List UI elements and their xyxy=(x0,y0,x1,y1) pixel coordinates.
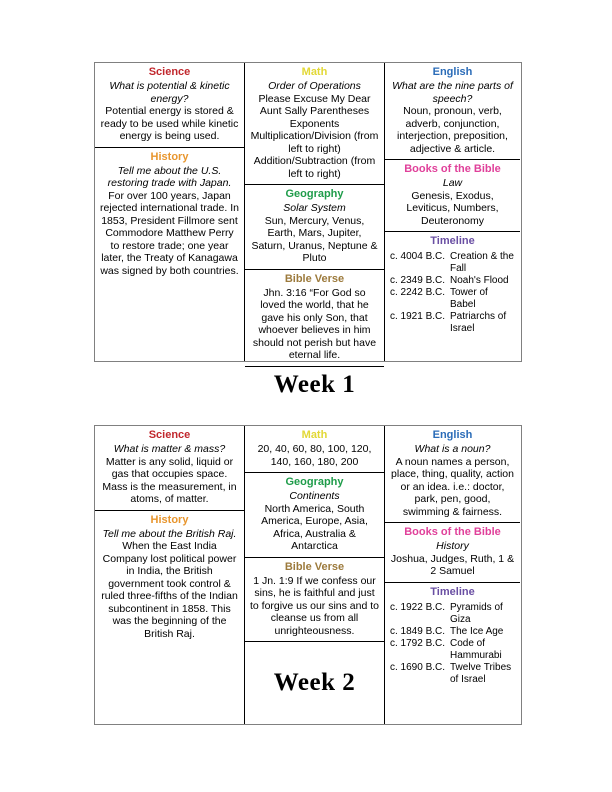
timeline-entry-date: c. 2242 B.C. xyxy=(390,287,446,298)
timeline-entry-event: The Ice Age xyxy=(450,625,504,637)
timeline-entry-event: Pyramids of Giza xyxy=(450,601,503,625)
timeline-entry xyxy=(390,602,515,626)
books-of-the-bible-subtitle: Law xyxy=(442,177,463,189)
cell-books-of-the-bible xyxy=(385,523,520,583)
column-science-history xyxy=(95,63,245,361)
week-label: Week 2 xyxy=(273,668,356,696)
timeline-entry xyxy=(390,251,515,275)
week-table xyxy=(94,425,522,725)
column-math-geography-bible xyxy=(245,426,385,724)
english-question: What is a noun? xyxy=(414,443,491,455)
geography-heading: Geography xyxy=(285,188,344,200)
timeline-entry xyxy=(390,275,515,287)
books-of-the-bible-body: Joshua, Judges, Ruth, 1 & 2 Samuel xyxy=(390,552,515,577)
science-question: What is matter & mass? xyxy=(113,443,226,455)
bible-verse-body: 1 Jn. 1:9 If we confess our sins, he is faithful and just to forgive us our sins and to cleanse us from all unrighteousness. xyxy=(250,574,379,637)
history-question: Tell me about the British Raj. xyxy=(102,527,237,540)
english-heading: English xyxy=(432,429,473,441)
column-math-geography-bible xyxy=(245,63,385,398)
cell-history xyxy=(95,511,244,725)
history-answer: When the East India Company lost political power in India, the British government took control & ruled three-fifths of the Indian subcontinent in 1858. This was the beginning of the British Raj. xyxy=(101,540,238,640)
math-body: 20, 40, 60, 80, 100, 120, 140, 160, 180, 200 xyxy=(257,443,372,468)
science-question: What is potential & kinetic energy? xyxy=(109,80,230,105)
books-of-the-bible-body: Genesis, Exodus, Leviticus, Numbers, Deuteronomy xyxy=(406,189,499,227)
timeline-entry-event: Patriarchs of Israel xyxy=(450,311,507,334)
cell-geography xyxy=(245,185,384,270)
timeline-entry-date: c. 4004 B.C. xyxy=(390,251,446,262)
timeline-entry-event: Code of Hammurabi xyxy=(450,637,502,661)
science-heading: Science xyxy=(148,429,191,441)
history-heading: History xyxy=(150,513,189,526)
math-subtitle: Order of Operations xyxy=(268,80,361,92)
geography-subtitle: Continents xyxy=(289,490,340,502)
timeline-entry-date: c. 1849 B.C. xyxy=(390,625,446,637)
timeline-entry xyxy=(390,662,515,686)
timeline-entry-event: Tower of Babel xyxy=(450,287,488,310)
bible-verse-heading: Bible Verse xyxy=(284,272,345,285)
cell-science xyxy=(95,426,244,511)
history-heading: History xyxy=(150,150,189,163)
cell-english xyxy=(385,426,520,523)
week-table xyxy=(94,62,522,398)
math-heading: Math xyxy=(301,66,328,78)
history-answer: For over 100 years, Japan rejected international trade. In 1853, President Fillmore sent Commodore Matthew Perry to restore trade; one year later, the Treaty of Kanagawa was signed by both countries. xyxy=(100,189,239,277)
timeline-entry xyxy=(390,638,515,662)
english-question: What are the nine parts of speech? xyxy=(392,80,513,105)
english-heading: English xyxy=(432,66,473,78)
english-answer: Noun, pronoun, verb, adverb, conjunction, interjection, preposition, adjective & article. xyxy=(397,105,508,155)
geography-subtitle: Solar System xyxy=(283,202,346,214)
week-label: Week 1 xyxy=(273,370,356,398)
timeline-entry-date: c. 2349 B.C. xyxy=(390,275,446,286)
cell-math xyxy=(245,426,384,473)
bible-verse-body: Jhn. 3:16 “For God so loved the world, that he gave his only Son, that whoever believes in him should not perish but have eternal life. xyxy=(252,286,377,361)
science-answer: Matter is any solid, liquid or gas that occupies space. Mass is the measurement, in atoms, of matter. xyxy=(102,455,237,505)
timeline-list xyxy=(390,251,515,335)
timeline-heading: Timeline xyxy=(430,235,475,247)
timeline-entry xyxy=(390,626,515,638)
math-heading: Math xyxy=(301,429,328,441)
cell-history xyxy=(95,148,244,362)
timeline-heading: Timeline xyxy=(430,585,475,598)
science-heading: Science xyxy=(148,66,191,78)
cell-timeline xyxy=(385,232,520,361)
timeline-entry-event: Twelve Tribes of Israel xyxy=(450,661,512,685)
cell-timeline xyxy=(385,583,520,725)
cell-english xyxy=(385,63,520,160)
column-english-books-timeline xyxy=(385,426,520,724)
bible-verse-heading: Bible Verse xyxy=(284,560,345,573)
timeline-entry-event: Creation & the Fall xyxy=(450,251,514,274)
timeline-entry-date: c. 1792 B.C. xyxy=(390,637,446,649)
timeline-entry-event: Noah's Flood xyxy=(450,275,509,286)
geography-body: North America, South America, Europe, Asia, Africa, Australia & Antarctica xyxy=(261,502,368,552)
english-answer: A noun names a person, place, thing, quality, action or an idea. i.e.: doctor, park, pen, good, swimming & fairness. xyxy=(391,455,514,518)
geography-body: Sun, Mercury, Venus, Earth, Mars, Jupiter, Saturn, Uranus, Neptune & Pluto xyxy=(251,214,378,264)
timeline-entry-date: c. 1690 B.C. xyxy=(390,661,446,673)
timeline-entry-date: c. 1922 B.C. xyxy=(390,601,446,613)
books-of-the-bible-heading: Books of the Bible xyxy=(404,526,501,538)
timeline-list xyxy=(390,602,515,686)
cell-books-of-the-bible xyxy=(385,160,520,232)
cell-math xyxy=(245,63,384,185)
cell-bible-verse xyxy=(245,558,384,643)
math-body: Please Excuse My Dear Aunt Sally Parentheses Exponents Multiplication/Division (from left to right) Addition/Subtraction (from left to right) xyxy=(250,92,379,180)
column-english-books-timeline xyxy=(385,63,520,361)
cell-bible-verse xyxy=(245,270,384,367)
column-science-history xyxy=(95,426,245,724)
books-of-the-bible-heading: Books of the Bible xyxy=(404,163,501,175)
history-question: Tell me about the U.S. restoring trade with Japan. xyxy=(107,164,232,189)
books-of-the-bible-subtitle: History xyxy=(436,540,469,552)
timeline-entry-date: c. 1921 B.C. xyxy=(390,311,446,322)
science-answer: Potential energy is stored & ready to be used while kinetic energy is being used. xyxy=(100,105,239,142)
timeline-entry xyxy=(390,311,515,335)
geography-heading: Geography xyxy=(285,476,344,488)
cell-science xyxy=(95,63,244,148)
timeline-entry xyxy=(390,287,515,311)
cell-geography xyxy=(245,473,384,558)
